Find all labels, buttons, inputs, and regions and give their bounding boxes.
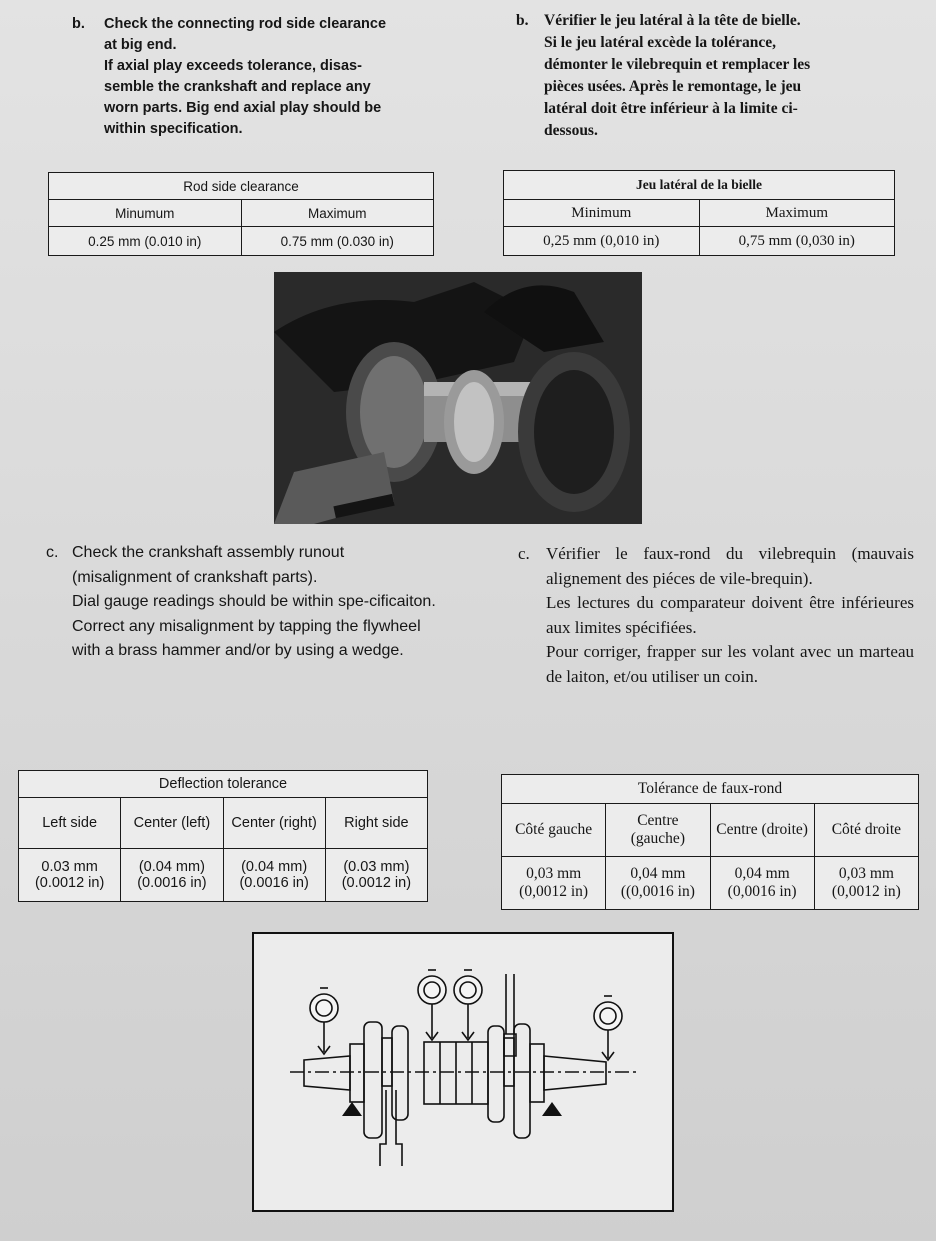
text-line: worn parts. Big end axial play should be [104,100,382,116]
table-cell: 0,04 mm (0,0016 in) [710,857,814,910]
deflection-table-en [18,770,428,902]
list-marker: b. [72,16,85,32]
table-header: Côté droite [814,804,918,857]
text-line: démonter le vilebrequin et remplacer les [544,56,811,73]
text-line: pièces usées. Après le remontage, le jeu [544,78,802,95]
paragraph: Vérifier le faux-rond du vilebrequin (mauvais alignement des piéces de vile-brequin). [546,544,914,588]
section-c-french [518,542,914,689]
table-header: Left side [19,798,121,849]
crankshaft-photo-illustration [274,272,642,524]
section-b-english [72,14,442,140]
table-header: Minumum [49,200,242,227]
table-cell: 0,04 mm ((0,0016 in) [606,857,710,910]
table-cell: 0.25 mm (0.010 in) [49,227,242,256]
table-title: Deflection tolerance [19,771,428,798]
table-cell: (0.04 mm) (0.0016 in) [121,849,223,902]
table-header: Maximum [699,200,895,227]
table-cell: 0,03 mm (0,0012 in) [502,857,606,910]
text-line: at big end. [104,37,177,53]
paragraph: Correct any misalignment by tapping the flywheel with a brass hammer and/or by using a wedge. [72,617,421,659]
list-marker: b. [516,12,529,29]
text-line: Vérifier le jeu latéral à la tête de bielle. [544,12,801,29]
list-marker: c. [46,544,59,561]
deflection-table-fr [501,774,919,910]
table-cell: 0,03 mm (0,0012 in) [814,857,918,910]
table-header: Center (left) [121,798,223,849]
section-c-english [46,541,444,664]
runout-diagram-drawing [254,934,672,1210]
table-title: Tolérance de faux-rond [502,775,919,804]
table-header: Centre (droite) [710,804,814,857]
table-header: Maximum [241,200,434,227]
text-line: within specification. [104,121,243,137]
paragraph: Pour corriger, frapper sur les volant avec un marteau de laiton, et/ou utiliser un coin. [546,642,914,686]
table-cell: (0.04 mm) (0.0016 in) [223,849,325,902]
table-header: Côté gauche [502,804,606,857]
table-cell: 0,75 mm (0,030 in) [699,227,895,256]
paragraph: Dial gauge readings should be within spe-cificaiton. [72,593,436,610]
table-header: Minimum [504,200,700,227]
text-line: dessous. [544,122,598,139]
section-b-french [516,10,896,142]
table-cell: 0.75 mm (0.030 in) [241,227,434,256]
table-header: Centre (gauche) [606,804,710,857]
paragraph: Les lectures du comparateur doivent être inférieures aux limites spécifiées. [546,593,914,637]
rod-clearance-table-en [48,172,434,256]
rod-clearance-table-fr [503,170,895,256]
table-cell: 0.03 mm (0.0012 in) [19,849,121,902]
table-title: Rod side clearance [49,173,434,200]
list-marker: c. [518,544,530,563]
text-line: semble the crankshaft and replace any [104,79,371,95]
table-cell: (0.03 mm) (0.0012 in) [325,849,427,902]
table-cell: 0,25 mm (0,010 in) [504,227,700,256]
paragraph: Check the crankshaft assembly runout (misalignment of crankshaft parts). [72,544,345,586]
table-title: Jeu latéral de la bielle [504,171,895,200]
text-line: If axial play exceeds tolerance, disas- [104,58,362,74]
table-header: Center (right) [223,798,325,849]
text-line: latéral doit être inférieur à la limite ci- [544,100,798,117]
text-line: Si le jeu latéral excède la tolérance, [544,34,776,51]
table-header: Right side [325,798,427,849]
text-line: Check the connecting rod side clearance [104,16,387,32]
runout-diagram [252,932,674,1212]
crankshaft-photo [274,272,642,524]
